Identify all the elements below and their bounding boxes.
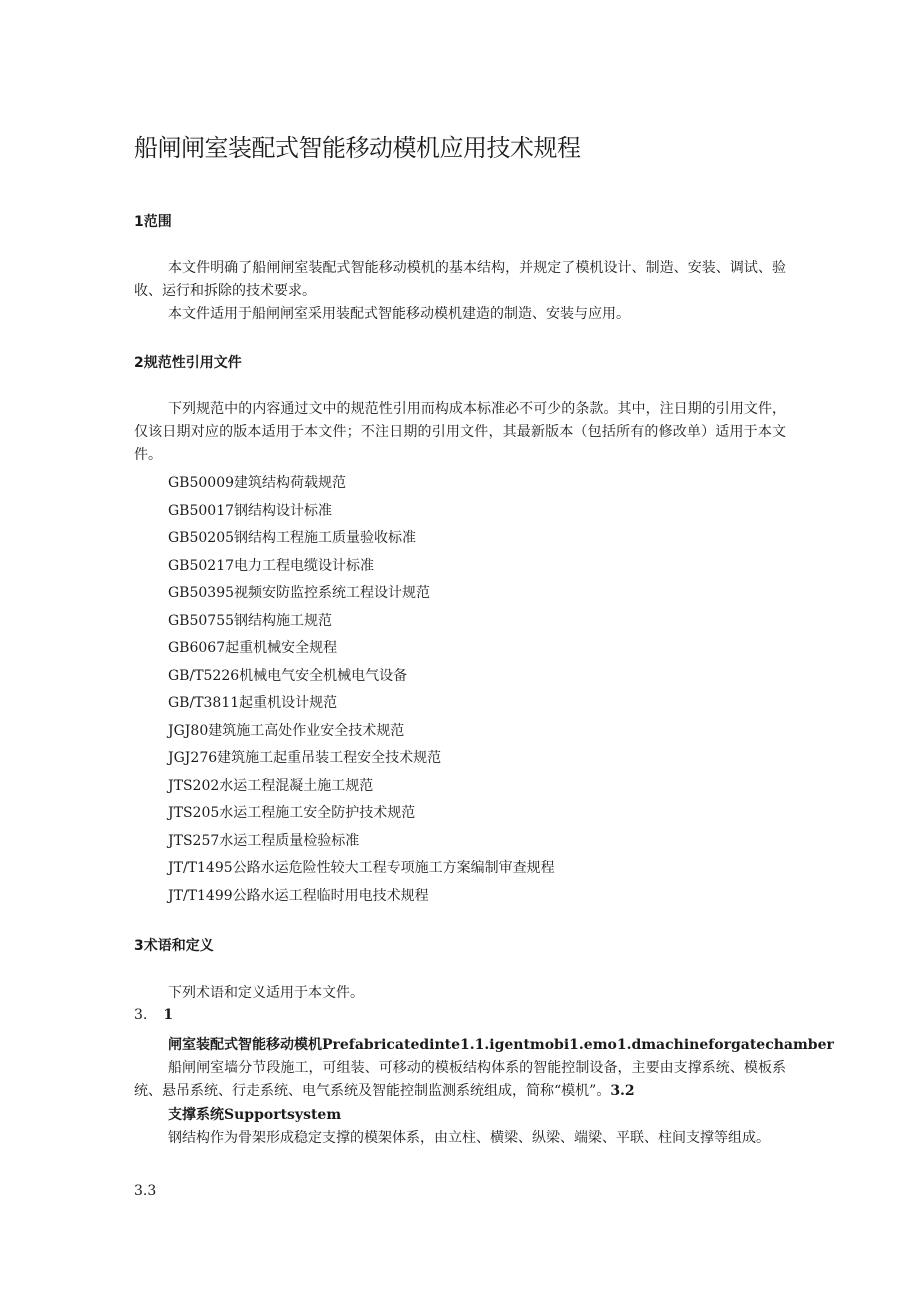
section-heading-terms-definitions: 3术语和定义 xyxy=(134,938,214,954)
term-number-3-3: 3.3 xyxy=(134,1183,157,1199)
reference-item: GB50755钢结构施工规范 xyxy=(168,612,333,629)
term-number-3-2: 3.2 xyxy=(610,1083,635,1099)
document-title: 船闸闸室装配式智能移动模机应用技术规程 xyxy=(134,134,581,162)
reference-item: GB6067起重机械安全规程 xyxy=(168,640,338,656)
section-heading-normative-references: 2规范性引用文件 xyxy=(134,355,242,371)
reference-item: JT/T1499公路水运工程临时用电技术规程 xyxy=(168,887,429,904)
reference-item: JTS205水运工程施工安全防护技术规范 xyxy=(168,805,416,821)
scope-paragraph-2: 本文件适用于船闸闸室采用装配式智能移动模机建造的制造、安装与应用。 xyxy=(168,306,630,322)
section-heading-scope: 1范围 xyxy=(134,214,172,230)
reference-item: GB50217电力工程电缆设计标准 xyxy=(168,557,375,574)
scope-paragraph-1: 本文件明确了船闸闸室装配式智能移动模机的基本结构，并规定了模机设计、制造、安装、调试、验收、运行和拆除的技术要求。 xyxy=(134,260,786,299)
reference-list xyxy=(168,473,555,913)
reference-item: GB50205钢结构工程施工质量验收标准 xyxy=(168,530,417,546)
reference-item: JTS257水运工程质量检验标准 xyxy=(168,832,360,849)
reference-item: GB/T5226机械电气安全机械电气设备 xyxy=(168,667,408,684)
term-definition-text: 船闸闸室墙分节段施工，可组装、可移动的模板结构体系的智能控制设备，主要由支撑系统、模板系统、悬吊系统、行走系统、电气系统及智能控制监测系统组成，简称“模机”。 xyxy=(134,1060,786,1099)
reference-item: JTS202水运工程混凝土施工规范 xyxy=(168,777,374,794)
term-number-part: 1 xyxy=(163,1007,174,1023)
terms-intro-text: 下列术语和定义适用于本文件。 xyxy=(168,985,364,1001)
term-number-3-1 xyxy=(134,1007,173,1023)
reference-item: GB50017钢结构设计标准 xyxy=(168,502,333,519)
term-definition-smart-mobile-formwork-machine xyxy=(134,1057,786,1103)
reference-item: GB50395视频安防监控系统工程设计规范 xyxy=(168,585,431,601)
term-title-smart-mobile-formwork-machine: 闸室装配式智能移动模机Prefabricatedinte1.1.igentmobi1.emo1.dmachineforgatechamber xyxy=(168,1037,834,1053)
term-number-part: 3. xyxy=(134,1007,148,1023)
reference-item: GB/T3811起重机设计规范 xyxy=(168,695,338,711)
reference-item: JT/T1495公路水运危险性较大工程专项施工方案编制审查规程 xyxy=(168,860,555,876)
reference-item: JGJ276建筑施工起重吊装工程安全技术规范 xyxy=(168,750,442,766)
references-intro-paragraph: 下列规范中的内容通过文中的规范性引用而构成本标准必不可少的条款。其中，注日期的引用文件，仅该日期对应的版本适用于本文件；不注日期的引用文件，其最新版本（包括所有的修改单）适用于本文件。 xyxy=(134,401,786,463)
reference-item: JGJ80建筑施工高处作业安全技术规范 xyxy=(168,722,405,739)
term-title-support-system: 支撑系统Supportsystem xyxy=(168,1107,342,1123)
reference-item: GB50009建筑结构荷载规范 xyxy=(168,475,347,491)
term-definition-support-system: 钢结构作为骨架形成稳定支撑的模架体系，由立柱、横梁、纵梁、端梁、平联、柱间支撑等组成。 xyxy=(168,1130,770,1146)
